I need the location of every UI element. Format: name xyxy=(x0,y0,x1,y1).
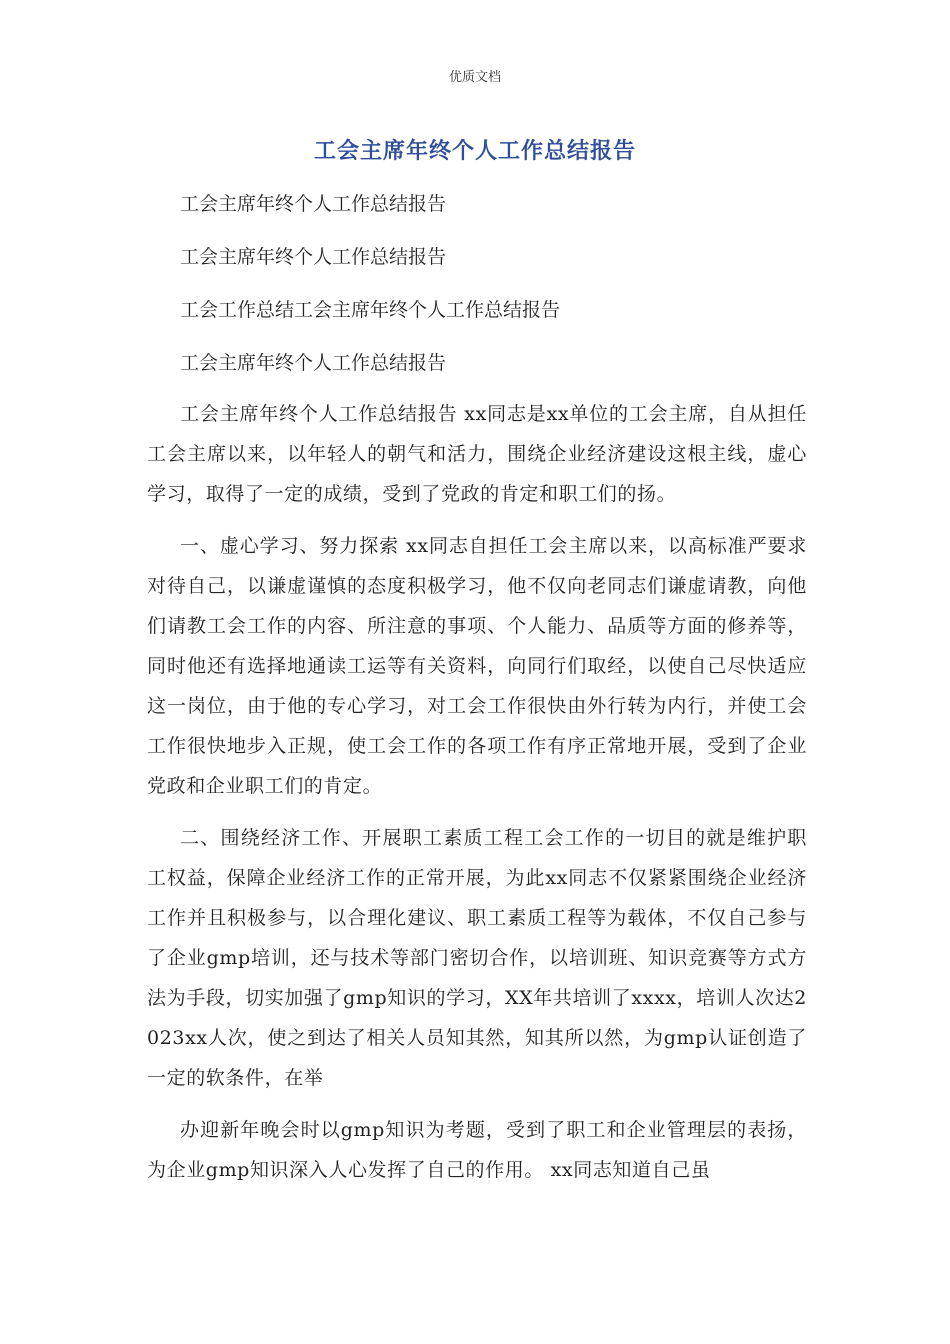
heading-line-4: 工会主席年终个人工作总结报告 xyxy=(180,352,447,374)
document-title: 工会主席年终个人工作总结报告 xyxy=(313,138,636,164)
heading-line-2: 工会主席年终个人工作总结报告 xyxy=(180,246,447,268)
paragraph-intro: 工会主席年终个人工作总结报告 xx同志是xx单位的工会主席，自从担任工会主席以来，以年轻人的朝气和活力，围绕企业经济建设这根主线，虚心学习，取得了一定的成绩，受到了党政的肯定和职工们的扬。 xyxy=(147,403,807,505)
header-label: 优质文档 xyxy=(448,70,501,85)
paragraph-continuation: 办迎新年晚会时以gmp知识为考题，受到了职工和企业管理层的表扬，为企业gmp知识深入人心发挥了自己的作用。 xx同志知道自己虽 xyxy=(147,1119,807,1181)
paragraph-section-2: 二、围绕经济工作、开展职工素质工程工会工作的一切目的就是维护职工权益，保障企业经济工作的正常开展，为此xx同志不仅紧紧围绕企业经济工作并且积极参与，以合理化建议、职工素质工程等为载体，不仅自己参与了企业gmp培训，还与技术等部门密切合作，以培训班、知识竞赛等方式方法为手段，切实加强了gmp知识的学习，XX年共培训了xxxx，培训人次达2023xx人次，使之到达了相关人员知其然，知其所以然，为gmp认证创造了一定的软条件，在举 xyxy=(147,827,807,1089)
document-body xyxy=(147,178,807,1202)
paragraph-section-1: 一、虚心学习、努力探索 xx同志自担任工会主席以来，以高标准严要求对待自己，以谦虚谨慎的态度积极学习，他不仅向老同志们谦虚请教，向他们请教工会工作的内容、所注意的事项、个人能力、品质等方面的修养等，同时他还有选择地通读工运等有关资料，向同行们取经，以使自己尽快适应这一岗位，由于他的专心学习，对工会工作很快由外行转为内行，并使工会工作很快地步入正规，使工会工作的各项工作有序正常地开展，受到了企业党政和企业职工们的肯定。 xyxy=(147,535,807,797)
heading-line-1: 工会主席年终个人工作总结报告 xyxy=(180,193,447,215)
heading-line-3: 工会工作总结工会主席年终个人工作总结报告 xyxy=(180,299,561,321)
